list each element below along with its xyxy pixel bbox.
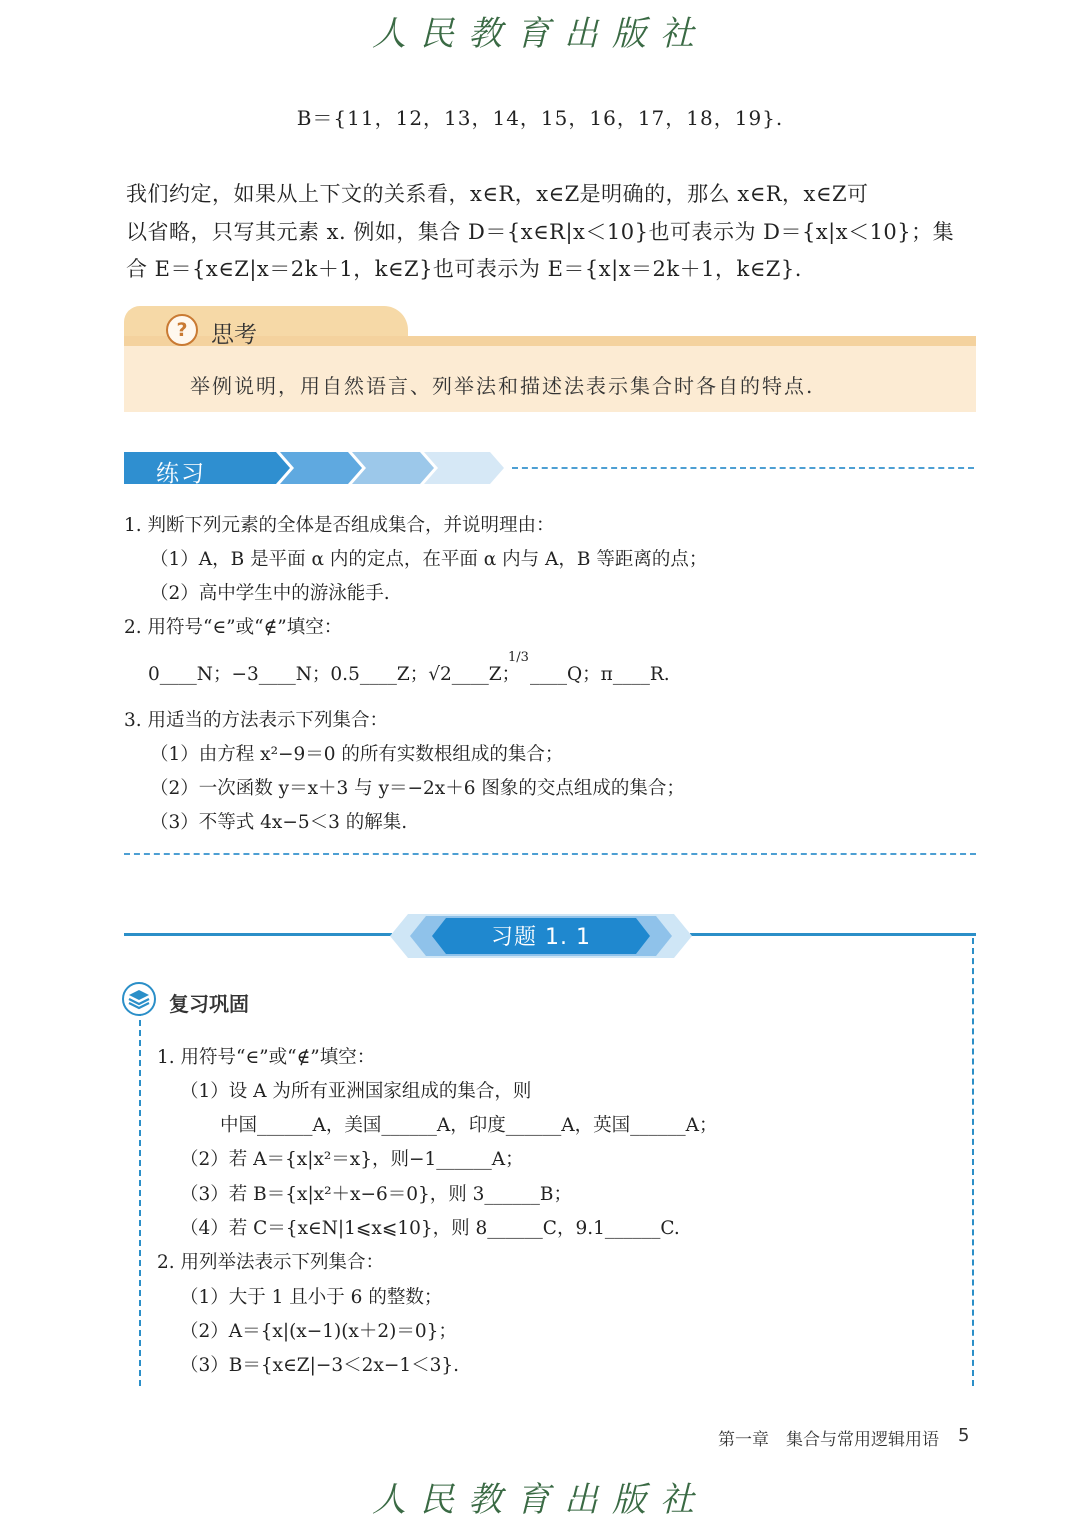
practice-item-2-blanks: 0____N；−3____N；0.5____Z；√2____Z； [148,664,521,685]
exercise-item-2-2: （2）A＝{x|(x−1)(x＋2)＝0}； [180,1321,457,1342]
fraction-text: 1/3 [508,650,529,665]
practice-title: 练习 [156,461,206,487]
practice-fraction [508,650,529,665]
paragraph-line-1: 我们约定，如果从上下文的关系看，x∈R，x∈Z是明确的，那么 x∈R，x∈Z可 [126,182,869,206]
practice-item-3-3: （3）不等式 4x−5＜3 的解集. [150,812,408,833]
publisher-watermark-bottom: 人民教育出版社 [372,1480,708,1520]
exercise-rule-left [124,933,392,936]
publisher-watermark-top: 人民教育出版社 [372,14,708,54]
think-text: 举例说明，用自然语言、列举法和描述法表示集合时各自的特点. [190,374,815,398]
exercise-item-2: 2. 用列举法表示下列集合： [157,1252,385,1273]
practice-item-3-1: （1）由方程 x²−9＝0 的所有实数根组成的集合； [150,744,564,765]
exercise-item-1-1: （1）设 A 为所有亚洲国家组成的集合，则 [180,1081,532,1102]
exercise-border-left [139,1010,141,1386]
chapter-footer: 第一章 集合与常用逻辑用语 [718,1430,939,1450]
practice-item-2: 2. 用符号“∈”或“∉”填空： [124,617,343,638]
practice-item-3: 3. 用适当的方法表示下列集合： [124,710,389,731]
exercise-border-right [972,938,974,1386]
exercise-title: 习题 1. 1 [491,925,591,950]
practice-item-2-blanks-end: ____Q；π____R. [530,664,670,685]
paragraph-line-3: 合 E＝{x∈Z|x＝2k＋1，k∈Z}也可表示为 E＝{x|x＝2k＋1，k∈Z}. [126,257,802,281]
practice-item-1-2: （2）高中学生中的游泳能手. [150,583,390,604]
practice-divider-bottom [124,853,976,855]
practice-item-1: 1. 判断下列元素的全体是否组成集合，并说明理由： [124,515,555,536]
set-b-equation: B＝{11，12，13，14，15，16，17，18，19}. [296,106,784,130]
practice-item-1-1: （1）A，B 是平面 α 内的定点，在平面 α 内与 A，B 等距离的点； [150,549,708,570]
exercise-item-1-3: （3）若 B＝{x|x²＋x−6＝0}，则 3______B； [180,1184,573,1205]
exercise-item-2-1: （1）大于 1 且小于 6 的整数； [180,1287,443,1308]
review-section-title: 复习巩固 [169,992,249,1016]
page-number: 5 [958,1425,970,1446]
exercise-item-1-1-blanks: 中国______A，美国______A，印度______A，英国______A； [220,1115,718,1136]
exercise-item-2-3: （3）B＝{x∈Z|−3＜2x−1＜3}. [180,1355,460,1376]
think-title: 思考 [211,322,257,348]
question-icon: ? [166,314,198,346]
exercise-item-1-4: （4）若 C＝{x∈N|1⩽x⩽10}，则 8______C，9.1______C. [180,1218,680,1239]
exercise-rule-right [690,933,976,936]
practice-divider-top [512,467,974,469]
exercise-item-1-2: （2）若 A＝{x|x²＝x}，则−1______A； [180,1149,524,1170]
paragraph-line-2: 以省略，只写其元素 x. 例如，集合 D＝{x∈R|x＜10}也可表示为 D＝{x|x＜10}；集 [126,220,955,244]
exercise-item-1: 1. 用符号“∈”或“∉”填空： [157,1047,376,1068]
layers-icon [122,982,156,1016]
practice-item-3-2: （2）一次函数 y＝x＋3 与 y＝−2x＋6 图象的交点组成的集合； [150,778,685,799]
